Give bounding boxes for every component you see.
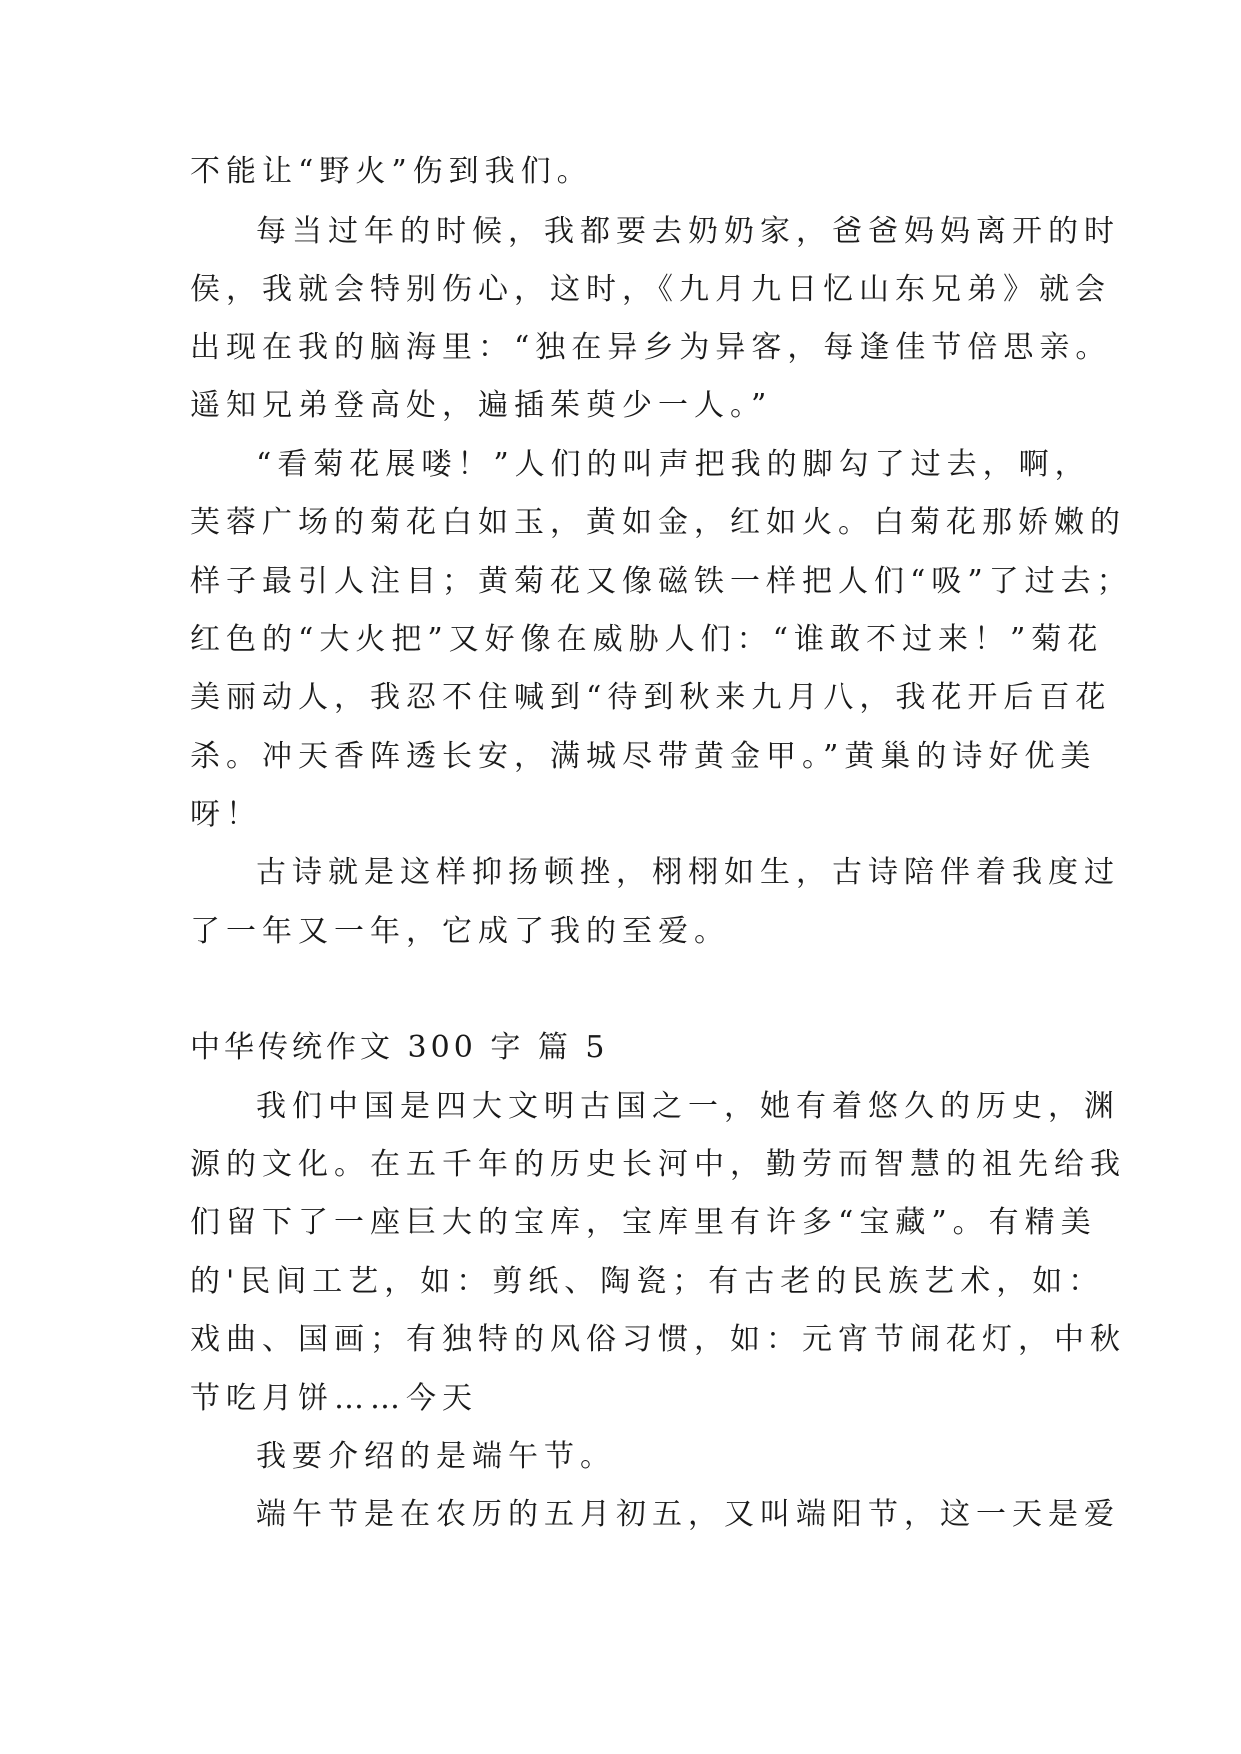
text-line: 们留下了一座巨大的宝库，宝库里有许多“宝藏”。有精美 bbox=[190, 1205, 1097, 1240]
text-line: 杀。冲天香阵透长安，满城尽带黄金甲。”黄巢的诗好优美 bbox=[190, 739, 1097, 774]
text-line: 每当过年的时候，我都要去奶奶家，爸爸妈妈离开的时 bbox=[256, 214, 1120, 249]
text-line: “看菊花展喽！”人们的叫声把我的脚勾了过去，啊， bbox=[256, 447, 1091, 482]
text-line: 源的文化。在五千年的历史长河中，勤劳而智慧的祖先给我 bbox=[190, 1147, 1126, 1182]
text-line: 端午节是在农历的五月初五，又叫端阳节，这一天是爱 bbox=[256, 1497, 1120, 1532]
text-line: 呀！ bbox=[190, 797, 262, 832]
text-line: 红色的“大火把”又好像在威胁人们：“谁敢不过来！”菊花 bbox=[190, 622, 1104, 657]
text-line: 了一年又一年，它成了我的至爱。 bbox=[190, 914, 730, 949]
text-line: 戏曲、国画；有独特的风俗习惯，如：元宵节闹花灯，中秋 bbox=[190, 1322, 1126, 1357]
text-line: 遥知兄弟登高处，遍插茱萸少一人。” bbox=[190, 388, 773, 423]
text-line: 节吃月饼……今天 bbox=[190, 1381, 478, 1416]
text-line: 我们中国是四大文明古国之一，她有着悠久的历史，渊 bbox=[256, 1089, 1120, 1124]
text-line: 不能让“野火”伤到我们。 bbox=[190, 154, 593, 189]
text-line: 的'民间工艺，如：剪纸、陶瓷；有古老的民族艺术，如： bbox=[190, 1264, 1105, 1299]
text-line: 芙蓉广场的菊花白如玉，黄如金，红如火。白菊花那娇嫩的 bbox=[190, 505, 1126, 540]
text-line: 侯，我就会特别伤心，这时，《九月九日忆山东兄弟》就会 bbox=[190, 272, 1111, 307]
text-line: 我要介绍的是端午节。 bbox=[256, 1439, 616, 1474]
text-line: 样子最引人注目；黄菊花又像磁铁一样把人们“吸”了过去； bbox=[190, 564, 1133, 599]
section-heading: 中华传统作文 300 字 篇 5 bbox=[190, 1030, 609, 1065]
text-line: 古诗就是这样抑扬顿挫，栩栩如生，古诗陪伴着我度过 bbox=[256, 855, 1120, 890]
text-line: 美丽动人，我忍不住喊到“待到秋来九月八，我花开后百花 bbox=[190, 680, 1112, 715]
text-line: 出现在我的脑海里：“独在异乡为异客，每逢佳节倍思亲。 bbox=[190, 330, 1112, 365]
